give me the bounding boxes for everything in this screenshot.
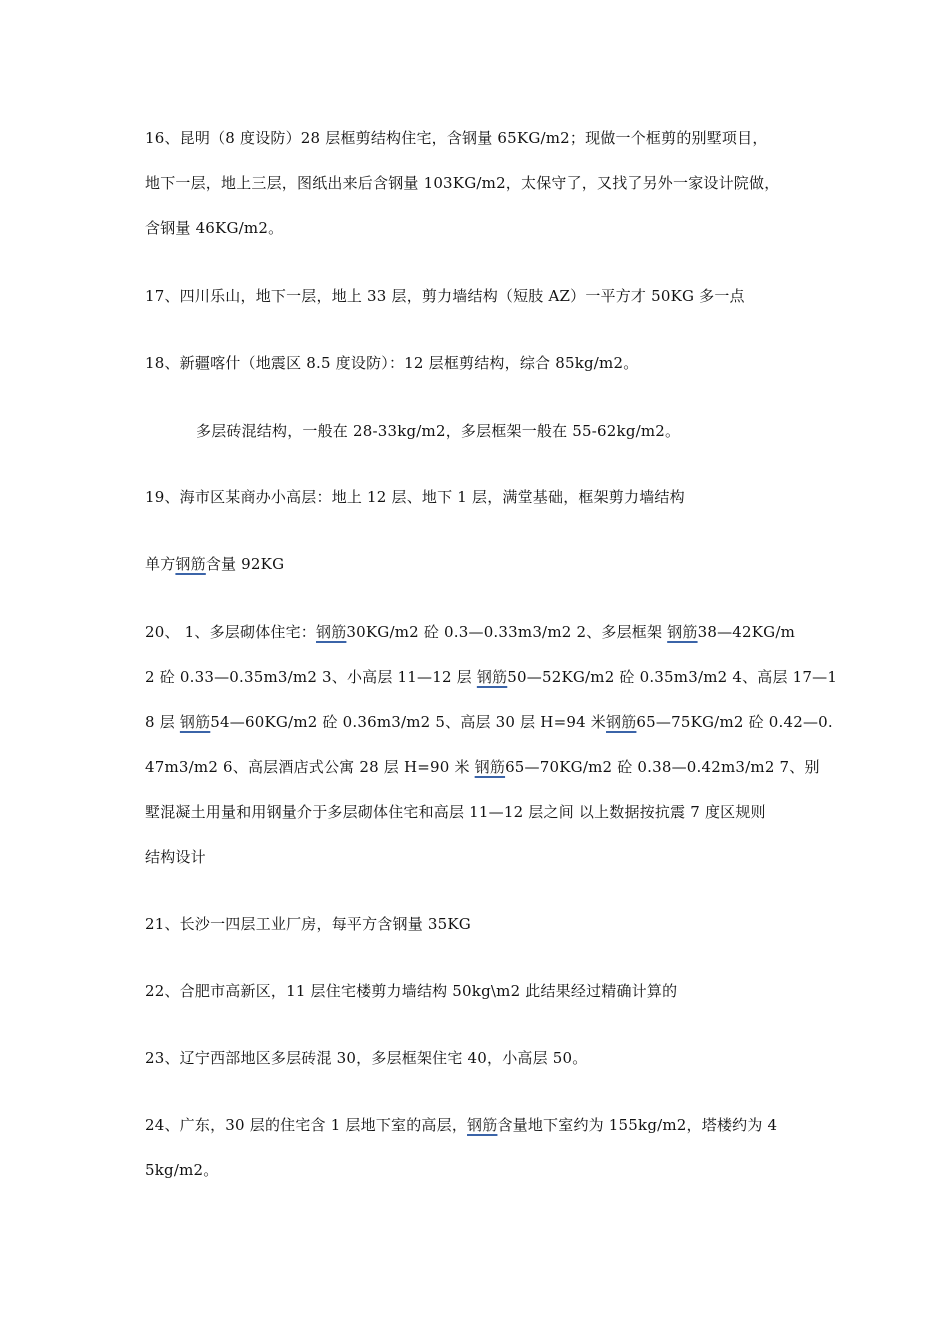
paragraph-20-line-4 [145, 757, 820, 777]
paragraph-18-note: 多层砖混结构，一般在 28-33kg/m2，多层框架一般在 55-62kg/m2。 [196, 422, 681, 440]
paragraph-21: 21、长沙一四层工业厂房，每平方含钢量 35KG [145, 915, 471, 933]
paragraph-20-line-3 [145, 712, 833, 732]
text-run: 65—70KG/m2 砼 0.38—0.42m3/m2 7、别 [505, 758, 820, 776]
text-run: 24、广东，30 层的住宅含 1 层地下室的高层， [145, 1116, 468, 1134]
keyword-link[interactable]: 钢筋 [316, 623, 347, 641]
paragraph-23: 23、辽宁西部地区多层砖混 30，多层框架住宅 40，小高层 50。 [145, 1049, 588, 1067]
text-run: 38—42KG/m [697, 623, 796, 641]
paragraph-17: 17、四川乐山，地下一层，地上 33 层，剪力墙结构（短肢 AZ）一平方才 50KG 多一点 [145, 287, 745, 305]
text-run: 50—52KG/m2 砼 0.35m3/m2 4、高层 17—1 [507, 668, 838, 686]
paragraph-16-line-3: 含钢量 46KG/m2。 [145, 219, 284, 237]
text-run: 8 层 [145, 713, 180, 731]
keyword-link[interactable]: 钢筋 [179, 713, 211, 731]
paragraph-16-line-1: 16、昆明（8 度设防）28 层框剪结构住宅，含钢量 65KG/m2；现做一个框剪的别墅项目， [145, 129, 768, 147]
paragraph-16-line-2: 地下一层，地上三层，图纸出来后含钢量 103KG/m2，太保守了，又找了另外一家设计院做， [145, 174, 780, 192]
paragraph-20-line-2 [145, 667, 838, 687]
keyword-link[interactable]: 钢筋 [667, 623, 698, 641]
paragraph-19-line-1: 19、海市区某商办小高层：地上 12 层、地下 1 层，满堂基础，框架剪力墙结构 [145, 488, 685, 506]
keyword-link[interactable]: 钢筋 [476, 668, 508, 686]
paragraph-22: 22、合肥市高新区，11 层住宅楼剪力墙结构 50kg\m2 此结果经过精确计算的 [145, 982, 678, 1000]
text-run: 65—75KG/m2 砼 0.42—0. [636, 713, 833, 731]
paragraph-20-line-1 [145, 622, 815, 642]
paragraph-24-line-1 [145, 1115, 815, 1135]
text-run: 54—60KG/m2 砼 0.36m3/m2 5、高层 30 层 H=94 米 [210, 713, 607, 731]
paragraph-20-line-5: 墅混凝土用量和用钢量介于多层砌体住宅和高层 11—12 层之间 以上数据按抗震 7 度区规则 [145, 803, 766, 821]
text-run: 2 砼 0.33—0.35m3/m2 3、小高层 11—12 层 [145, 668, 477, 686]
keyword-link[interactable]: 钢筋 [467, 1116, 498, 1134]
paragraph-18: 18、新疆喀什（地震区 8.5 度设防）：12 层框剪结构，综合 85kg/m2。 [145, 354, 639, 372]
text-run: 含量 92KG [205, 555, 285, 573]
keyword-link[interactable]: 钢筋 [474, 758, 506, 776]
paragraph-19-line-2 [145, 554, 815, 574]
text-run: 20、 1、多层砌体住宅： [145, 623, 316, 641]
text-run: 47m3/m2 6、高层酒店式公寓 28 层 H=90 米 [145, 758, 475, 776]
paragraph-24-line-2: 5kg/m2。 [145, 1161, 219, 1179]
text-run: 单方 [145, 555, 176, 573]
keyword-link[interactable]: 钢筋 [606, 713, 637, 731]
text-run: 30KG/m2 砼 0.3—0.33m3/m2 2、多层框架 [346, 623, 668, 641]
keyword-link[interactable]: 钢筋 [175, 555, 206, 573]
paragraph-20-line-6: 结构设计 [145, 848, 206, 866]
text-run: 含量地下室约为 155kg/m2，塔楼约为 4 [497, 1116, 778, 1134]
